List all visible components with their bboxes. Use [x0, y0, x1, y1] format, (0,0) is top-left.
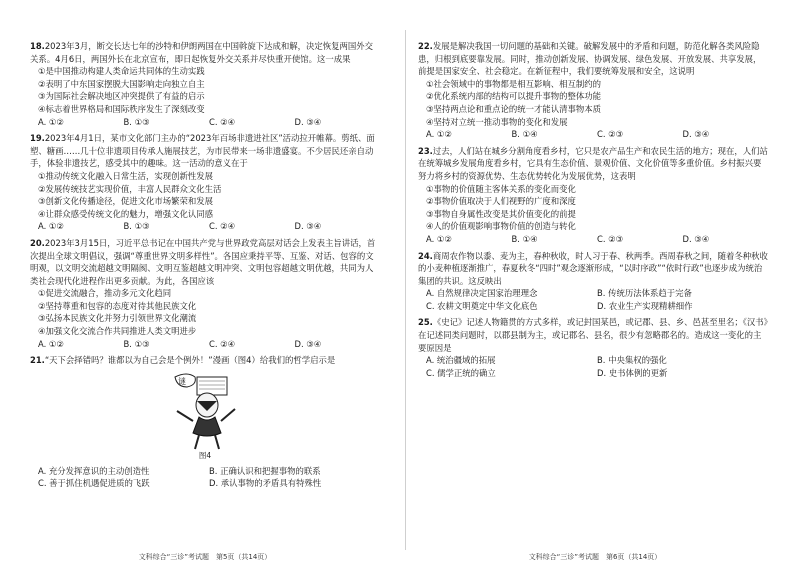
statement: ②表明了中东国家摆脱大国影响走向独立自主: [38, 78, 205, 89]
option-b: B. 正确认识和把握事物的联系: [209, 465, 321, 476]
option-d: D. ③④: [294, 116, 322, 127]
option-a: A. 统治疆域的拓展: [426, 355, 496, 366]
question-stem: [418, 316, 768, 354]
question-number: 25.: [418, 317, 433, 328]
option-b: B. ①④: [511, 129, 538, 140]
answer-options: [30, 338, 380, 351]
statement: ②优化系统内部的结构可以提升事物的整体功能: [426, 91, 602, 102]
option-b: B. 传统历法体系趋于完备: [597, 288, 692, 299]
statement: ③创新文化传播途径，促进文化市场繁荣和发展: [38, 196, 214, 207]
option-c: C. ②③: [597, 129, 624, 140]
question-text: 发展是解决我国一切问题的基础和关键。破解发展中的矛盾和问题，防范化解各类风险隐患，归根到底要靠发展。同时，推动创新发展、协调发展、绿色发展、开放发展、共享发展，前提是国家安全、社会稳定。在新征程中，我们要统筹发展和安全，这说明: [418, 41, 762, 77]
question-23: [418, 145, 768, 246]
option-a: A. ①②: [38, 221, 64, 232]
question-20: [30, 237, 380, 350]
question-stem: [30, 237, 380, 287]
statement: ①事物的价值随主客体关系的变化而变化: [426, 183, 576, 194]
statement: ④加强文化交流合作共同推进人类文明进步: [38, 326, 197, 337]
option-c: C. ②④: [209, 338, 236, 349]
option-d: D. 承认事物的矛盾具有特殊性: [209, 478, 322, 489]
statement: ①社会领域中的事物都是相互影响、相互制约的: [426, 78, 602, 89]
question-18: [30, 40, 380, 128]
option-d: D. ③④: [682, 233, 710, 244]
cartoon-figure: [30, 371, 380, 461]
answer-options: [418, 233, 768, 246]
option-c: C. 儒学正统的确立: [426, 367, 496, 378]
option-c: C. ②④: [209, 221, 236, 232]
statement: ③为国际社会解决地区冲突提供了有益的启示: [38, 91, 205, 102]
question-19: [30, 132, 380, 233]
option-c: C. ②③: [597, 233, 624, 244]
answer-options: [418, 128, 768, 141]
cartoon-drawing: [169, 371, 241, 451]
answer-options: [30, 116, 380, 129]
question-stem: [30, 40, 380, 65]
option-d: D. ③④: [294, 338, 322, 349]
option-a: A. ①②: [38, 116, 64, 127]
statement: ③弘扬本民族文化并努力引领世界文化潮流: [38, 313, 197, 324]
option-d: D. ③④: [294, 221, 322, 232]
question-22: [418, 40, 768, 141]
question-21: [30, 354, 380, 490]
left-column: [30, 40, 380, 494]
column-divider: [405, 30, 406, 550]
option-b: B. 中央集权的强化: [597, 355, 667, 366]
figure-caption: 图4: [198, 450, 212, 460]
question-number: 23.: [418, 145, 433, 156]
question-number: 18.: [30, 41, 45, 51]
statement: ④坚持对立统一推动事物的变化和发展: [426, 116, 568, 127]
right-column: [418, 40, 768, 383]
page-footer-left: 文科综合“三诊”考试题 第5页（共14页）: [138, 553, 272, 561]
option-d: D. 史书体例的更新: [597, 367, 668, 378]
question-text: 商周农作物以黍、麦为主，春种秋收，时人习于春、秋两季。西周春秋之间，随着冬种秋收的小麦种植逐渐推广，春夏秋冬“四时”观念逐渐形成，“以时序政”“依时行政”也逐步成为统治集团的共识。这反映出: [418, 250, 768, 286]
question-text: 2023年3月，断交长达七年的沙特和伊朗两国在中国斡旋下达成和解，决定恢复两国外交关系。4月6日，两国外长在北京宣布，即日起恢复外交关系并尽快重开使馆。这一成果: [30, 41, 373, 64]
question-number: 21.: [30, 355, 45, 366]
question-stem: [418, 40, 768, 78]
question-stem: [30, 132, 380, 170]
question-text: 2023年3月15日，习近平总书记在中国共产党与世界政党高层对话会上发表主旨讲话，首次提出全球文明倡议，强调“尊重世界文明多样性”。各国应秉持平等、互鉴、对话、包容的文明观，以文明交流超越文明隔阂、文明互鉴超越文明冲突、文明包容超越文明优越，共同为人类社会现代化进程作出更多贡献。为此，各国应该: [30, 237, 376, 286]
statement: ①推动传统文化融入日常生活，实现创新性发展: [38, 170, 214, 181]
statement: ④标志着世界格局和国际秩序发生了深刻改变: [38, 103, 205, 114]
option-a: A. ①②: [426, 233, 452, 244]
option-b: B. ①④: [511, 233, 538, 244]
speech-bubble-text: 谜: [178, 376, 186, 386]
statement: ③事物自身属性改变是其价值变化的前提: [426, 208, 576, 219]
question-text: 《史记》记述人物籍贯的方式多样，或记封国某邑，或记郡、县、乡、邑甚至里名；《汉书》在记述同类问题时，以郡县制为主，或记郡名、县名，很少有忽略郡名的。造成这一变化的主要原因是: [418, 317, 768, 353]
answer-options: [418, 287, 768, 312]
statement: ②发展传统技艺实现价值，丰富人民群众文化生活: [38, 183, 222, 194]
question-number: 22.: [418, 41, 433, 51]
statement: ①促进交流融合，推动多元文化趋同: [38, 288, 172, 299]
question-stem: [418, 250, 768, 288]
statement: ④让群众感受传统文化的魅力，增强文化认同感: [38, 208, 214, 219]
question-number: 20.: [30, 237, 45, 248]
statement: ①是中国推动构建人类命运共同体的生动实践: [38, 66, 205, 77]
question-text: “天下会择错吗？谁都以为自己会是个例外！”漫画（图4）给我们的哲学启示是: [44, 355, 336, 366]
question-stem: [418, 145, 768, 183]
option-b: B. ①③: [123, 221, 150, 232]
question-text: 2023年4月1日，某市文化部门主办的“2023年百场非遗进社区”活动拉开帷幕。剪纸、面塑、糖画……几十位非遗项目传承人施展技艺，为市民带来一场非遗盛宴。不少居民还亲自动手，体验非遗技艺，感受其中的趣味。这一活动的意义在于: [30, 133, 375, 169]
option-a: A. ①②: [38, 338, 64, 349]
option-b: B. ①③: [123, 338, 150, 349]
option-a: A. 自然规律决定国家治理理念: [426, 288, 538, 299]
statement: ②坚持尊重和包容的态度对待其他民族文化: [38, 300, 197, 311]
answer-options: [30, 465, 380, 490]
option-c: C. ②④: [209, 116, 236, 127]
page-footer-right: 文科综合“三诊”考试题 第6页（共14页）: [528, 553, 662, 561]
option-a: A. ①②: [426, 129, 452, 140]
question-24: [418, 250, 768, 313]
answer-options: [418, 354, 768, 379]
question-number: 24.: [418, 250, 433, 261]
question-stem: [30, 354, 380, 367]
option-d: D. ③④: [682, 129, 710, 140]
question-text: 过去，人们站在城乡分割角度看乡村，它只是农产品生产和农民生活的地方；现在，人们站在统筹城乡发展角度看乡村，它具有生态价值、景观价值、文化价值等多重价值。乡村振兴要努力将乡村的资源优势、生态优势转化为发展优势，这表明: [418, 145, 768, 181]
option-c: C. 善于抓住机遇促进质的飞跃: [38, 478, 150, 489]
question-number: 19.: [30, 133, 45, 144]
question-25: [418, 316, 768, 379]
statement: ②事物价值取决于人们视野的广度和深度: [426, 196, 576, 207]
statement: ④人的价值观影响事物价值的创造与转化: [426, 221, 576, 232]
option-d: D. 农业生产实现精耕细作: [597, 300, 693, 311]
option-b: B. ①③: [123, 116, 150, 127]
option-c: C. 农耕文明奠定中华文化底色: [426, 300, 538, 311]
answer-options: [30, 220, 380, 233]
statement: ③坚持两点论和重点论的统一才能认清事物本质: [426, 103, 602, 114]
option-a: A. 充分发挥意识的主动创造性: [38, 465, 150, 476]
